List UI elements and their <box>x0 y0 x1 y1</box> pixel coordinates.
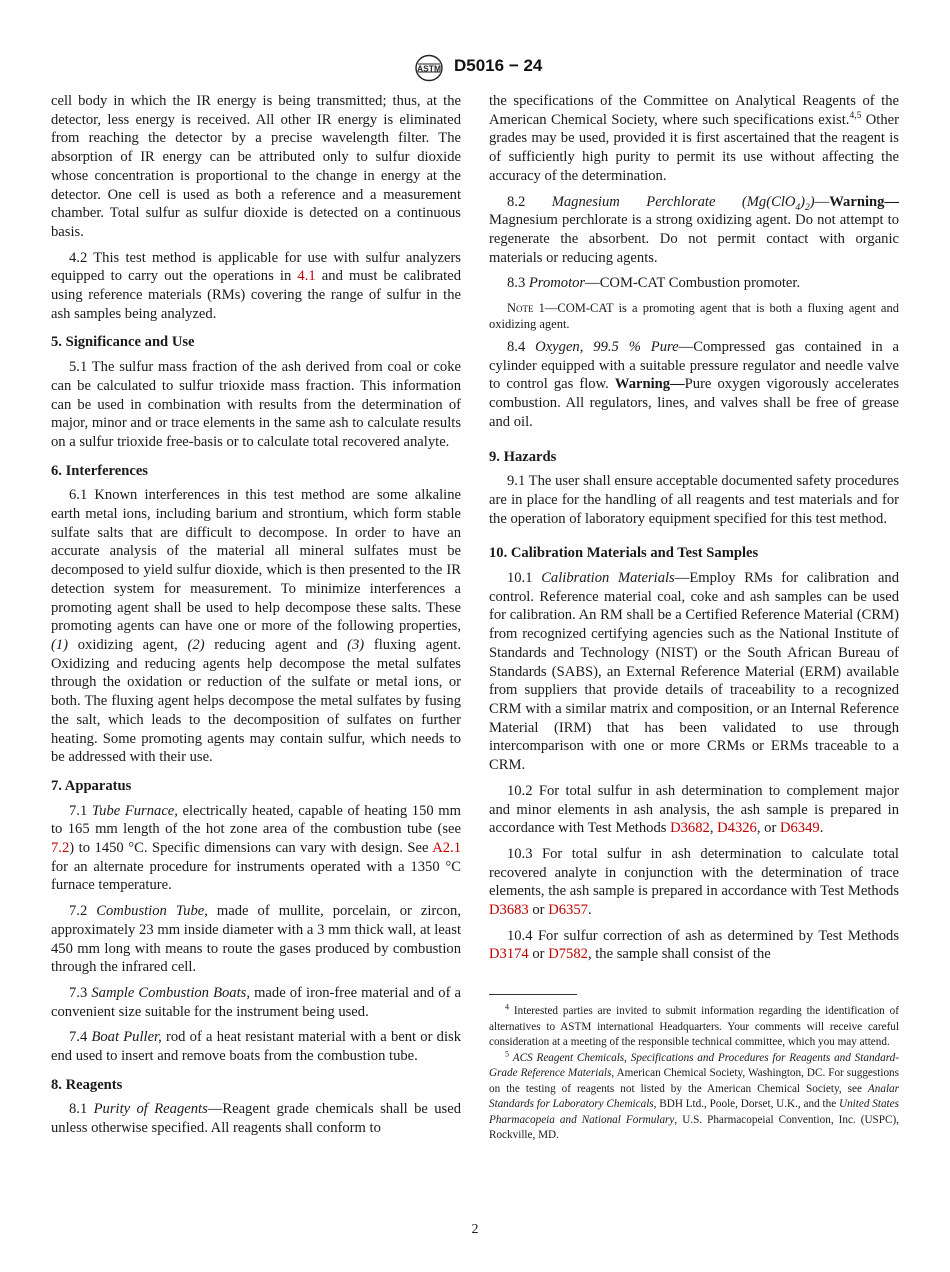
paragraph-8-2: 8.2 Magnesium Perchlorate $(Mg(ClO_4)_2)—Warning—Magnesium$ perchlorate is a strong oxidizing agent. Do not attempt to regenerate the absorbent. Do not permit contact with organic materials or reducing agents. <box>489 193 900 266</box>
paragraph-6-1: 6.1 Known interferences in this test method are some alkaline earth metal ions, including barium and strontium, which form stable sulfate salts that are difficult to decompose. In order to have an accurate analysis of the material all mineral sulfates must be decomposed to yield sulfur dioxide, which is then presented to the IR detection system for measurement. To minimize interferences a promoting agent shall be used to help decompose these salts. These promoting agents can have one or more of the following properties, (1) oxidizing agent, (2) reducing agent and (3) fluxing agent. Oxidizing and reducing agents help decompose the metal sulfates through the oxidation or reduction of the sulfate or metal ions, or both. The fluxing agent helps decompose the metal sulfates by fusing the salt, which leads to the decomposition of sulfates on further heating. Some promoting agents may contain sulfur, which needs to be addressed with their use. <box>51 487 461 766</box>
paragraph-7-2: 7.2 Combustion Tube, made of mullite, porcelain, or zircon, approximately 23 mm inside diameter with a 3 mm thick wall, at least 450 mm long with means to route the gases produced by combustion through the infrared cell. <box>51 903 462 976</box>
link-d7582[interactable]: D7582 <box>548 946 588 963</box>
link-d3682[interactable]: D3682 <box>670 820 710 837</box>
paragraph-10-1: 10.1 Calibration Materials—Employ RMs for calibration and control. Reference material coal, coke and ash samples can be used for calibration. An RM shall be a Certified Reference Material (CRM) from recognized certifying agencies such as the National Institute of Standards and Technology (NIST) or the South African Bureau of Standards (SABS), an External Reference Material (ERM) available from suppliers that provide details of traceability to a recognized CRM with a similar matrix and composition, or an Internal Reference Material (IRM) that has been validated to use through intercomparison with one or more CRMs or ERMs traceable to a CRM. <box>489 570 900 774</box>
paragraph-9-1: 9.1 The user shall ensure acceptable documented safety procedures are in place for the handling of all reagents and test materials and for the operation of laboratory equipment specified for this test method. <box>489 473 899 527</box>
paragraph-10-4: 10.4 For sulfur correction of ash as determined by Test Methods D3174 or D7582, the sample shall consist of the <box>489 927 899 963</box>
section-heading-5: 5. Significance and Use <box>51 334 195 351</box>
paragraph-4-1-continued: cell body in which the IR energy is being transmitted; thus, at the detector, less energy is received. All other IR energy is eliminated from reaching the detector by a precise wavelength filter. The absorption of IR energy can be attributed only to sulfur dioxide whose concentration is proportional to the change in energy at the detector. One cell is used as both a reference and a measurement chamber. Total sulfur as sulfur dioxide is detected on a continuous basis. <box>51 93 461 240</box>
page-header <box>0 54 950 84</box>
footnote-5: $^5$ ACS Reagent Chemicals, Specifications and Procedures for Reagents and Standard-Grade Reference Materials, American Chemical Society, Washington, DC. For suggestions on the testing of reagents not listed by the American Chemical Society, see Analar Standards for Laboratory Chemicals, BDH Ltd., Poole, Dorset, U.K., and the United States Pharmacopeia and National Formulary, U.S. Pharmacopeial Convention, Inc. (USPC), Rockville, MD. <box>489 1048 899 1142</box>
section-heading-7: 7. Apparatus <box>51 777 132 794</box>
svg-text:ASTM: ASTM <box>416 63 442 74</box>
section-heading-10: 10. Calibration Materials and Test Samples <box>489 545 759 562</box>
paragraph-4-2: 4.2 This test method is applicable for use with sulfur analyzers equipped to carry out the operations in 4.1 and must be calibrated using reference materials (RMs) covering the range of sulfur in the ash samples being analyzed. <box>51 249 461 322</box>
paragraph-8-3: 8.3 Promotor—COM-CAT Combustion promoter. <box>507 275 801 292</box>
note-1: Note 1—COM-CAT is a promoting agent that is both a fluxing agent and oxidizing agent. <box>489 301 899 332</box>
paragraph-5-1: 5.1 The sulfur mass fraction of the ash derived from coal or coke can be calculated to sulfur trioxide mass fraction. This information can be used in combination with results from the determination of major, minor and or trace elements in the same ash to calculate results on a sulfur trioxide free-basis or to calculate total recovered analyte. <box>51 359 461 450</box>
left-column <box>51 92 461 1145</box>
document-designation: D5016 − 24 <box>454 56 543 75</box>
paragraph-7-3: 7.3 Sample Combustion Boats, made of iron-free material and of a convenient size suitable for the instrument being used. <box>51 984 462 1020</box>
paragraph-7-1: 7.1 Tube Furnace, electrically heated, capable of heating 150 mm to 165 mm length of the hot zone area of the combustion tube (see 7.2) to 1450 °C. Specific dimensions can vary with design. See A2.1 for an alternate procedure for instruments operated with a 1350 °C furnace temperature. <box>51 802 461 894</box>
footnote-divider <box>489 994 577 995</box>
paragraph-8-4: 8.4 Oxygen, 99.5 % Pure—Compressed gas contained in a cylinder equipped with a suitable pressure regulator and needle valve to control gas flow. Warning—Pure oxygen vigorously accelerates combustion. All regulators, lines, and valves shall be free of grease and oil. <box>489 339 900 430</box>
link-d3683[interactable]: D3683 <box>489 902 529 919</box>
astm-logo-icon <box>409 54 449 82</box>
paragraph-10-2: 10.2 For total sulfur in ash determination to complement major and minor elements in ash analysis, the ash sample is prepared in accordance with Test Methods D3682, D4326, or D6349. <box>489 782 899 837</box>
link-a2-1[interactable]: A2.1 <box>432 840 461 857</box>
link-d4326[interactable]: D4326 <box>717 820 757 837</box>
link-d6349[interactable]: D6349 <box>779 820 820 837</box>
paragraph-7-4: 7.4 Boat Puller, rod of a heat resistant material with a bent or disk end used to insert and remove boats from the combustion tube. <box>51 1029 462 1065</box>
page-number: 2 <box>471 1222 479 1237</box>
link-d6357[interactable]: D6357 <box>548 902 588 919</box>
paragraph-8-1: 8.1 Purity of Reagents—Reagent grade chemicals shall be used unless otherwise specified. All reagents shall conform to <box>51 1101 461 1137</box>
link-7-2[interactable]: 7.2 <box>51 840 70 857</box>
paragraph-10-3: 10.3 For total sulfur in ash determination to calculate total recovered analyte in conjunction with the determination of trace elements, the ash sample is prepared in accordance with Test Methods D3683 or D6357. <box>489 845 899 919</box>
paragraph-8-1-continued: the specifications of the Committee on Analytical Reagents of the American Chemical Society, where such specifications exist.$^{4,5}$ Other grades may be used, provided it is first ascertained that the reagent is of sufficiently high purity to permit its use without affecting the accuracy of the determination. <box>489 93 899 184</box>
section-heading-9: 9. Hazards <box>489 448 557 465</box>
section-heading-6: 6. Interferences <box>51 462 148 479</box>
link-d3174[interactable]: D3174 <box>489 946 529 963</box>
footnote-4: $^4$ Interested parties are invited to submit information regarding the identification of alternatives to ASTM international Headquarters. Your comments will receive careful consideration at a meeting of the responsible technical committee, which you may attend. <box>489 1002 899 1049</box>
link-4-1[interactable]: 4.1 <box>297 268 316 285</box>
right-column <box>489 92 899 1144</box>
section-heading-8: 8. Reagents <box>51 1076 123 1093</box>
